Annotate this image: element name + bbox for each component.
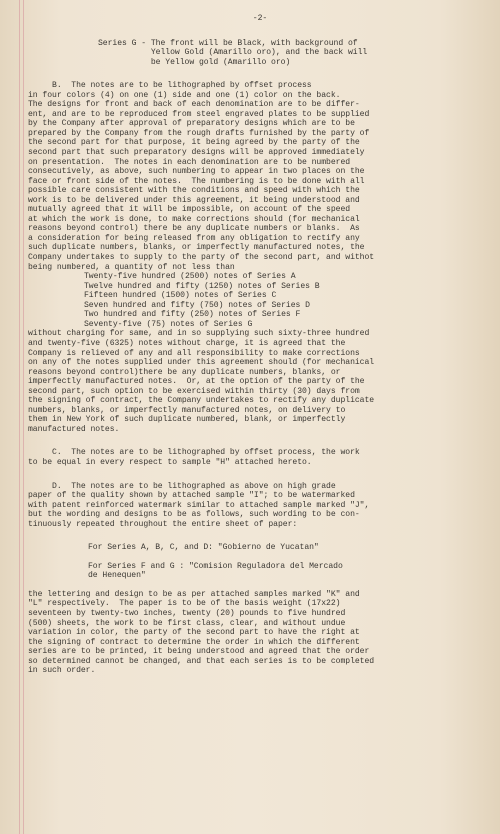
text-line: a consideration for being released from any obligation to rectify any <box>28 233 360 243</box>
list-item: Twenty-five hundred (2500) notes of Series A <box>84 272 296 282</box>
text-line: series are to be printed, it being understood and agreed that the order <box>28 647 370 657</box>
text-line: them in New York of such duplicate numbered, blank, or imperfectly <box>28 415 346 425</box>
text-line: be Yellow gold (Amarillo oro) <box>98 57 291 67</box>
text-line: mutually agreed that it will be impossible, on account of the speed <box>28 205 351 215</box>
section-d-continued <box>28 590 492 676</box>
list-item: Seven hundred and fifty (750) notes of Series D <box>84 300 310 310</box>
text-line: The designs for front and back of each denomination are to be differ- <box>28 100 360 110</box>
text-line: seventeen by twenty-two inches, twenty (20) pounds to five hundred <box>28 608 346 618</box>
watermark-series-fg <box>88 562 492 581</box>
section-c-paragraph <box>28 448 492 467</box>
text-line: reasons beyond control)there be any duplicate numbers, blanks, or <box>28 367 341 377</box>
text-line: paper of the quality shown by attached sample "I"; to be watermarked <box>28 491 355 501</box>
margin-rule-left <box>19 0 20 834</box>
text-line: prepared by the Company from the rough drafts furnished by the party of <box>28 128 370 138</box>
text-line: the signing of contract, the Company undertakes to rectify any duplicate <box>28 396 375 406</box>
text-line: For Series F and G : "Comision Reguladora del Mercado <box>88 561 343 571</box>
list-item: Two hundred and fifty (250) notes of Series F <box>84 310 301 320</box>
section-b-continued <box>28 329 492 434</box>
quantities-list <box>28 272 492 329</box>
text-line: C. The notes are to be lithographed by offset process, the work <box>28 448 360 458</box>
text-line: Company undertakes to supply to the party of the second part, and withot <box>28 253 375 263</box>
text-line: ent, and are to be reproduced from steel engraved plates to be supplied <box>28 109 370 119</box>
text-line: in four colors (4) on one (1) side and one (1) color on the back. <box>28 90 341 100</box>
text-line: to be equal in every respect to sample "H" attached hereto. <box>28 457 312 467</box>
text-line: second part, such option to be exercised within thirty (30) days from <box>28 386 360 396</box>
text-line: on any of the notes supplied under this agreement should (for mechanical <box>28 358 375 368</box>
section-b-paragraph <box>28 81 492 272</box>
text-line: de Henequen" <box>88 571 146 581</box>
margin-rule-right <box>23 0 24 834</box>
text-line: second part that such preparatory designs will be approved immediately <box>28 148 365 158</box>
text-line: variation in color, the party of the second part to have the right at <box>28 628 360 638</box>
text-line: in such order. <box>28 666 96 676</box>
text-line: For Series A, B, C, and D: "Gobierno de Yucatan" <box>88 543 319 553</box>
text-line: being numbered, a quantity of not less than <box>28 262 235 272</box>
text-line: (500) sheets, the work to be first class, clear, and without undue <box>28 618 346 628</box>
text-line: manufactured notes. <box>28 424 120 434</box>
text-line: the signing of contract to determine the order in which the different <box>28 637 360 647</box>
text-line: imperfectly manufactured notes. Or, at the option of the party of the <box>28 377 365 387</box>
text-line: tinuously repeated throughout the entire sheet of paper: <box>28 519 298 529</box>
text-line: Series G - The front will be Black, with background of <box>98 38 358 48</box>
text-line: "L" respectively. The paper is to be of the basis weight (17x22) <box>28 599 341 609</box>
text-line: work is to be delivered under this agreement, it being understood and <box>28 195 360 205</box>
text-line: without charging for same, and in so supplying such sixty-three hundred <box>28 329 370 339</box>
text-line: but the wording and designs to be as follows, such wording to be con- <box>28 510 360 520</box>
list-item: Fifteen hundred (1500) notes of Series C <box>84 291 277 301</box>
text-line: Company is relieved of any and all responsibility to make corrections <box>28 348 360 358</box>
text-line: reasons beyond control) there be any duplicate numbers or blanks. As <box>28 224 360 234</box>
list-item: Twelve hundred and fifty (1250) notes of Series B <box>84 281 320 291</box>
text-line: on presentation. The notes in each denomination are to be numbered <box>28 157 351 167</box>
text-line: and twenty-five (6325) notes without charge, it is agreed that the <box>28 338 346 348</box>
text-line: numbers, blanks, or imperfectly manufactured notes, on delivery to <box>28 405 346 415</box>
text-line: such duplicate numbers, blanks, or imperfectly manufactured notes, the <box>28 243 365 253</box>
text-line: Yellow Gold (Amarillo oro), and the back will <box>98 48 368 58</box>
text-line: at which the work is done, to make corrections should (for mechanical <box>28 214 360 224</box>
list-item: Seventy-five (75) notes of Series G <box>84 319 253 329</box>
series-g-heading <box>98 39 492 68</box>
text-line: by the Company after approval of preparatory designs which are to be <box>28 119 355 129</box>
text-line: possible care consistent with the conditions and speed with which the <box>28 186 360 196</box>
watermark-series-abcd <box>88 543 492 553</box>
text-line: consecutively, as above, such numbering to appear in two places on the <box>28 167 365 177</box>
text-line: B. The notes are to be lithographed by offset process <box>28 81 312 91</box>
text-line: so determined cannot be changed, and that each series is to be completed <box>28 656 375 666</box>
text-line: the lettering and design to be as per attached samples marked "K" and <box>28 589 360 599</box>
text-line: with patent reinforced watermark similar to attached sample marked "J", <box>28 500 370 510</box>
page-number: -2- <box>252 14 268 23</box>
document-body <box>28 14 492 676</box>
text-line: face or front side of the notes. The numbering is to be done with all <box>28 176 365 186</box>
text-line: D. The notes are to be lithographed as above on high grade <box>28 481 336 491</box>
text-line: the second part for that purpose, it being agreed by the party of the <box>28 138 360 148</box>
section-d-paragraph <box>28 482 492 530</box>
